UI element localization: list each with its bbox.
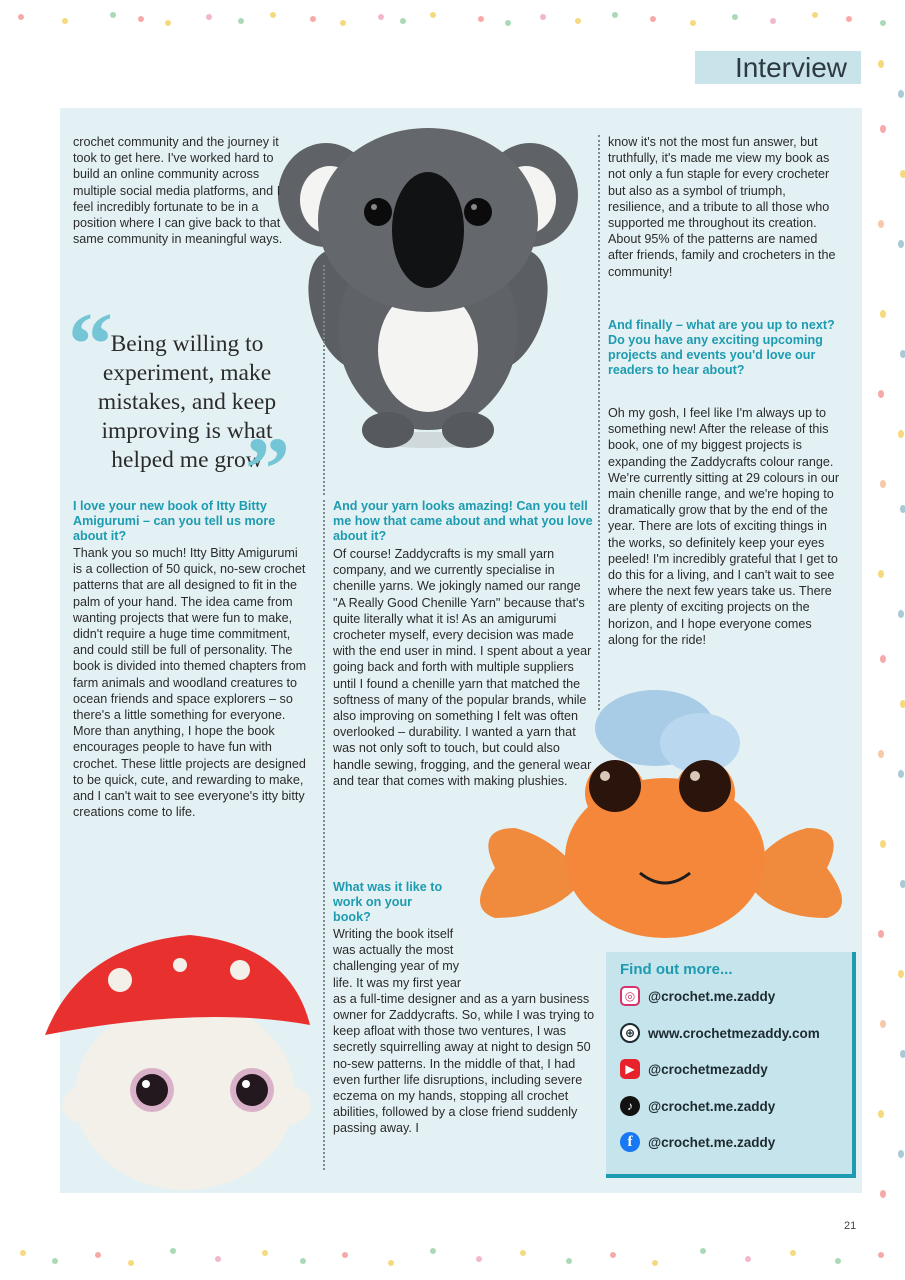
answer-text: Writing the book itself was actually the most challenging year of my life. It was my first year as a full-time designer and as a yarn business owner for Zaddycrafts. So, while I was trying to keep afloat with those two ventures, I was secretly squirrelling away at night to design 50 no-sew patterns. In the middle of that, I had even further life disruptions, including severe eczema on my hands, stopping all crochet abilities, followed by a close friend suddenly passing away. I [333, 927, 595, 1136]
open-quote-icon: “ [68, 295, 113, 394]
section-label: Interview [695, 51, 861, 84]
question-heading: And finally – what are you up to next? Do you have any exciting upcoming projects and events you'd love our readers to hear about? [608, 318, 835, 377]
column-divider [323, 265, 325, 495]
mushroom-amigurumi-photo [40, 925, 325, 1193]
pull-quote: Being willing to experiment, make mistakes, and keep improving is what helped me grow [97, 331, 277, 473]
top-confetti [0, 4, 905, 34]
column-divider [323, 500, 325, 1170]
answer-text: Of course! Zaddycrafts is my small yarn company, and we currently specialise in chenille yarns. We jokingly named our range "A Really Good Chenille Yarn" because that's quite literally what it is! As an amigurumi crocheter myself, every decision was made with the end user in mind. I spent about a year going back and forth with multiple suppliers until I found a chenille yarn that matched the softness of many of the popular brands, while also improving on something I felt was often overlooked – durability. I wanted a yarn that was not only soft to touch, but could also handle sewing, frogging, and the general wear and tear that comes with making plushies. [333, 547, 592, 788]
answer-text: Thank you so much! Itty Bitty Amigurumi is a collection of 50 quick, no-sew crochet patterns that are all designed to fit in the palm of your hand. The idea came from wanting projects that were fun to make, didn't require a huge time commitment, and could still be full of personality. The book is divided into themed chapters from farm animals and woodland creatures to ocean friends and space explorers – so there's a little something for everyone. More than anything, I hope the book encourages people to have fun with crochet. These little projects are designed to be quick, cute, and rewarding to make, and I can't wait to see everyone's itty bitty creations come to life. [73, 546, 307, 820]
column-divider [598, 135, 600, 710]
tiktok-icon: ♪ [620, 1096, 640, 1116]
globe-icon: ⊕ [620, 1023, 640, 1043]
right-confetti [872, 50, 905, 1230]
question-heading: I love your new book of Itty Bitty Amigurumi – can you tell us more about it? [73, 499, 276, 543]
bottom-confetti [0, 1240, 905, 1270]
social-link-instagram[interactable]: ◎ @crochet.me.zaddy [620, 985, 775, 1007]
question-heading: And your yarn looks amazing! Can you tell me how that came about and what you love about it? [333, 499, 593, 543]
social-link-website[interactable]: ⊕ www.crochetmezaddy.com [620, 1022, 820, 1044]
youtube-icon: ▶ [620, 1059, 640, 1079]
social-link-tiktok[interactable]: ♪ @crochet.me.zaddy [620, 1095, 775, 1117]
close-quote-icon: ” [245, 420, 290, 519]
instagram-icon: ◎ [620, 986, 640, 1006]
page-number: 21 [844, 1220, 857, 1232]
facebook-icon: f [620, 1132, 640, 1152]
social-link-facebook[interactable]: f @crochet.me.zaddy [620, 1131, 775, 1153]
question-heading: What was it like to work on your book? [333, 880, 443, 924]
column1-intro: crochet community and the journey it took to get here. I've worked hard to build an online community across multiple social media platforms, and I feel incredibly fortunate to be in a position where I can give back to that same community in meaningful ways. [73, 135, 283, 247]
find-out-more-title: Find out more... [620, 961, 733, 978]
social-link-youtube[interactable]: ▶ @crochetmezaddy [620, 1058, 768, 1080]
answer-text: Oh my gosh, I feel like I'm always up to something new! After the release of this book, one of my biggest projects is expanding the Zaddycrafts colour range. We're currently sitting at 29 colours in our main chenille range, and we're hoping to dramatically grow that by the end of the year. There are lots of exciting things in the works, so definitely keep your eyes peeled! I'm incredibly grateful that I get to do this for a living, and I can't wait to see where the next few years take us. There are plenty of exciting projects on the horizon, and I hope everyone comes along for the ride! [608, 406, 840, 647]
continued-text: know it's not the most fun answer, but truthfully, it's made me view my book as not only a fun staple for every crocheter but also as a symbol of triumph, resilience, and a tribute to all those who supported me throughout its creation. About 95% of the patterns are named after friends, family and crocheters in the community! [608, 135, 836, 279]
